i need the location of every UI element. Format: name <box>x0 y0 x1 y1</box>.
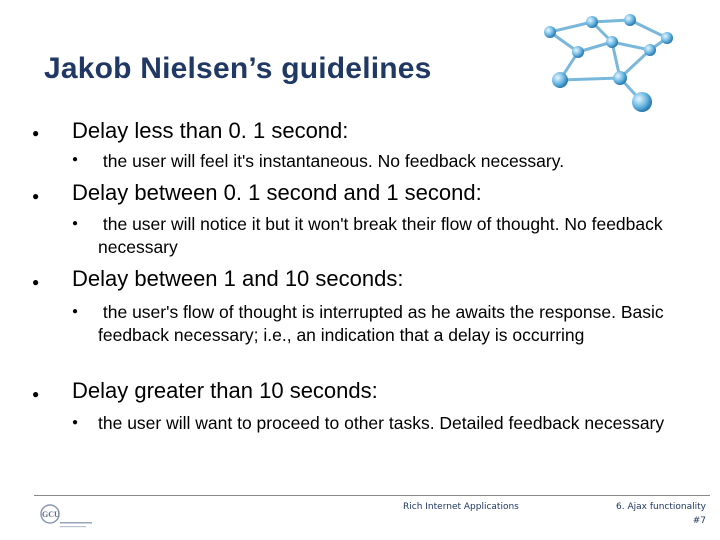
sub-bullet-marker: ● <box>72 417 79 428</box>
gcu-logo <box>36 502 96 532</box>
sub-bullet-marker: ● <box>72 218 79 229</box>
bullet-marker: ● <box>32 275 40 289</box>
bullet-item: Delay less than 0. 1 second: <box>72 118 349 143</box>
bullet-marker: ● <box>32 126 40 140</box>
bullet-marker: ● <box>32 189 40 203</box>
network-graphic <box>530 8 680 118</box>
footer-page-number: #7 <box>692 516 706 526</box>
footer-divider <box>34 495 710 496</box>
page-title: Jakob Nielsen’s guidelines <box>44 52 432 85</box>
sub-bullet-marker: ● <box>72 154 79 165</box>
footer-section <box>616 502 706 526</box>
sub-bullet-item: the user's flow of thought is interrupted as he awaits the response. Basic feedback necessary; i.e., an indication that a delay is occurring <box>98 302 664 345</box>
sub-bullet-item: the user will want to proceed to other tasks. Detailed feedback necessary <box>98 413 665 433</box>
bullet-item: Delay greater than 10 seconds: <box>72 378 378 403</box>
svg-text:GCU: GCU <box>42 510 60 519</box>
footer-section-title: 6. Ajax functionality <box>616 502 706 512</box>
bullet-item: Delay between 0. 1 second and 1 second: <box>72 180 482 205</box>
bullet-marker: ● <box>32 387 40 401</box>
sub-bullet-item: the user will notice it but it won't break their flow of thought. No feedback necessary <box>98 214 663 257</box>
footer-course: Rich Internet Applications <box>403 502 519 512</box>
bullet-item: Delay between 1 and 10 seconds: <box>72 266 404 291</box>
sub-bullet-marker: ● <box>72 306 79 317</box>
sub-bullet-item: the user will feel it's instantaneous. No feedback necessary. <box>102 151 565 171</box>
